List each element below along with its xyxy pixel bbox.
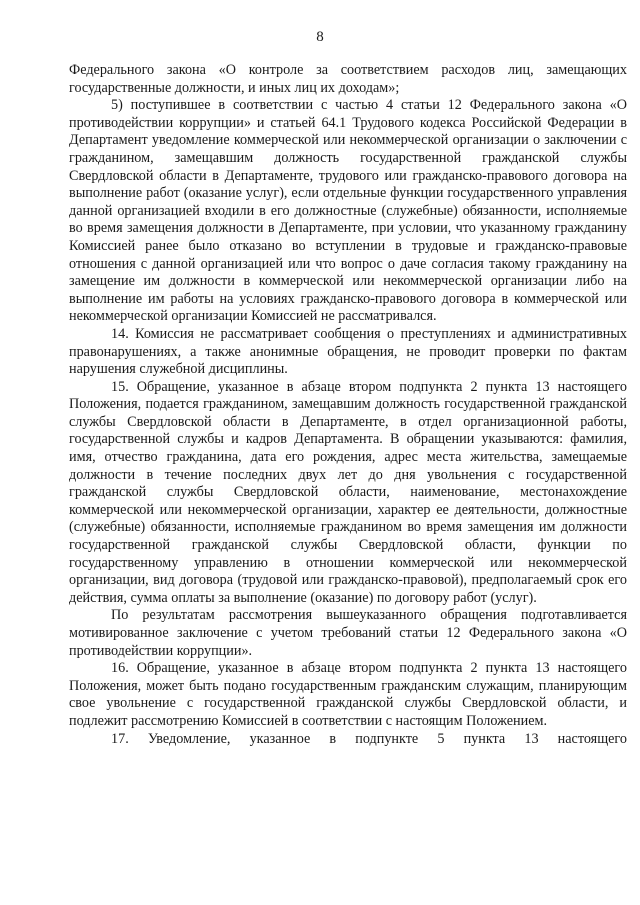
paragraph-15-conclusion: По результатам рассмотрения вышеуказанного обращения подготавливается мотивированное заключение с учетом требований статьи 12 Федерального закона «О противодействии коррупции».: [69, 607, 627, 659]
page-number: 8: [316, 29, 324, 45]
document-body: [69, 62, 627, 748]
paragraph-15: 15. Обращение, указанное в абзаце втором подпункта 2 пункта 13 настоящего Положения, подается гражданином, замещавшим должность государственной гражданской службы Свердловской области в Департаменте, в отдел организационной работы, государственной службы и кадров Департамента. В обращении указываются: фамилия, имя, отчество гражданина, дата его рождения, адрес места жительства, замещаемые должности в течение последних двух лет до дня увольнения с государственной гражданской службы Свердловской области, наименование, местонахождение коммерческой или некоммерческой организации, характер ее деятельности, должностные (служебные) обязанности, исполняемые гражданином во время замещения им должности государственной гражданской службы Свердловской области, функции по государственному управлению в отношении коммерческой или некоммерческой организации, вид договора (трудовой или гражданско-правовой), предполагаемый срок его действия, сумма оплаты за выполнение (оказание) по договору работ (услуг).: [69, 378, 627, 606]
paragraph-16: 16. Обращение, указанное в абзаце втором подпункта 2 пункта 13 настоящего Положения, может быть подано государственным гражданским служащим, планирующим свое увольнение с государственной гражданской службы Свердловской области, и подлежит рассмотрению Комиссией в соответствии с настоящим Положением.: [69, 660, 627, 729]
paragraph-item-5: 5) поступившее в соответствии с частью 4 статьи 12 Федерального закона «О противодействии коррупции» и статьей 64.1 Трудового кодекса Российской Федерации в Департамент уведомление коммерческой или некоммерческой организации о заключении с гражданином, замещавшим должность государственной гражданской службы Свердловской области в Департаменте, трудового или гражданско-правового договора на выполнение работ (оказание услуг), если отдельные функции государственного управления данной организацией входили в его должностные (служебные) обязанности, исполняемые во время замещения должности в Департаменте, при условии, что указанному гражданину Комиссией ранее было отказано во вступлении в трудовые и гражданско-правовые отношения с данной организацией или что вопрос о даче согласия такому гражданину на замещение им должности в коммерческой или некоммерческой организации либо на выполнение им работы на условиях гражданско-правового договора в коммерческой или некоммерческой организации Комиссией не рассматривался.: [69, 97, 627, 325]
paragraph-law-reference-end: Федерального закона «О контроле за соответствием расходов лиц, замещающих государственные должности, и иных лиц их доходам»;: [69, 62, 627, 96]
paragraph-14: 14. Комиссия не рассматривает сообщения о преступлениях и административных правонарушениях, а также анонимные обращения, не проводит проверки по фактам нарушения служебной дисциплины.: [69, 325, 627, 378]
paragraph-17-start: 17. Уведомление, указанное в подпункте 5 пункта 13 настоящего: [111, 730, 627, 747]
